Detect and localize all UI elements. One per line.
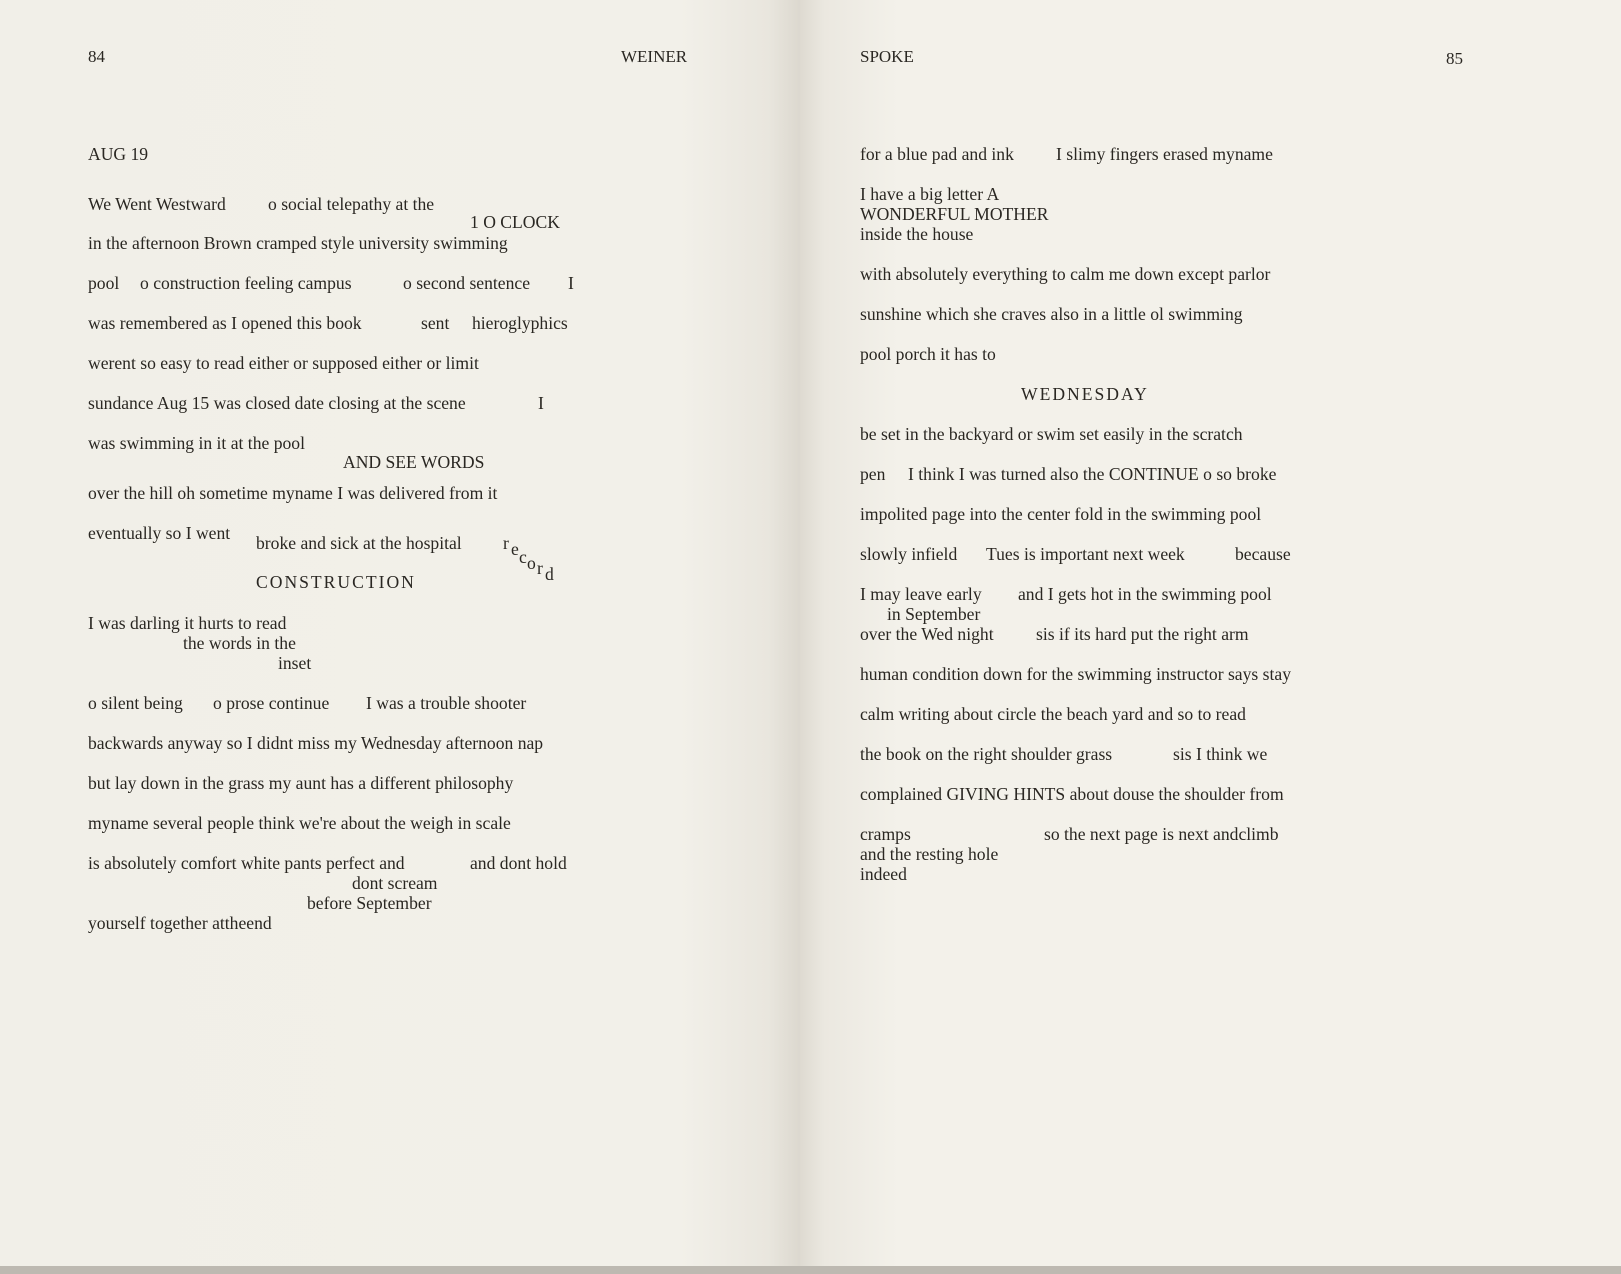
text-line: WEDNESDAY bbox=[1021, 384, 1149, 404]
text-line: over the Wed night bbox=[860, 624, 994, 644]
text-line: sundance Aug 15 was closed date closing at the scene bbox=[88, 393, 466, 413]
text-line: for a blue pad and ink bbox=[860, 144, 1014, 164]
text-line: human condition down for the swimming instructor says stay bbox=[860, 664, 1291, 684]
text-line: 1 O CLOCK bbox=[470, 212, 560, 232]
text-line: I was a trouble shooter bbox=[366, 693, 527, 713]
text-line: pool porch it has to bbox=[860, 344, 996, 364]
text-line: be set in the backyard or swim set easily in the scratch bbox=[860, 424, 1243, 444]
text-line: complained GIVING HINTS about douse the shoulder from bbox=[860, 784, 1284, 804]
text-line: is absolutely comfort white pants perfect and bbox=[88, 853, 405, 873]
text-line: o construction feeling campus bbox=[140, 273, 352, 293]
text-line: I bbox=[568, 273, 574, 293]
text-line: in September bbox=[887, 604, 981, 624]
text-line: and I gets hot in the swimming pool bbox=[1018, 584, 1272, 604]
text-line: and the resting hole bbox=[860, 844, 999, 864]
text-line: I slimy fingers erased myname bbox=[1056, 144, 1273, 164]
running-head: WEINER bbox=[621, 47, 688, 66]
text-line: o prose continue bbox=[213, 693, 330, 713]
text-line: but lay down in the grass my aunt has a different philosophy bbox=[88, 773, 514, 793]
text-line: myname several people think we're about the weigh in scale bbox=[88, 813, 511, 833]
text-line: impolited page into the center fold in the swimming pool bbox=[860, 504, 1262, 524]
text-line: werent so easy to read either or supposed either or limit bbox=[88, 353, 479, 373]
text-line: pen bbox=[860, 464, 886, 484]
text-line: over the hill oh sometime myname I was delivered from it bbox=[88, 483, 498, 503]
text-line: with absolutely everything to calm me down except parlor bbox=[860, 264, 1271, 284]
text-line: because bbox=[1235, 544, 1291, 564]
text-line: indeed bbox=[860, 864, 907, 884]
text-line: and dont hold bbox=[470, 853, 567, 873]
right-page bbox=[800, 0, 1621, 1266]
scattered-letter: o bbox=[527, 553, 536, 573]
text-line: calm writing about circle the beach yard and so to read bbox=[860, 704, 1246, 724]
text-line: the words in the bbox=[183, 633, 296, 653]
scattered-letter: c bbox=[519, 547, 527, 567]
text-line: I may leave early bbox=[860, 584, 982, 604]
scattered-letter: r bbox=[537, 558, 543, 578]
text-line: was swimming in it at the pool bbox=[88, 433, 305, 453]
scattered-letter: r bbox=[503, 533, 509, 553]
text-line: o silent being bbox=[88, 693, 183, 713]
text-line: Tues is important next week bbox=[986, 544, 1185, 564]
running-head: SPOKE bbox=[860, 47, 914, 66]
text-line: so the next page is next andclimb bbox=[1044, 824, 1279, 844]
text-line: yourself together attheend bbox=[88, 913, 272, 933]
text-line: I was darling it hurts to read bbox=[88, 613, 287, 633]
text-line: o second sentence bbox=[403, 273, 531, 293]
text-line: I have a big letter A bbox=[860, 184, 1000, 204]
text-line: pool bbox=[88, 273, 120, 293]
text-line: We Went Westward bbox=[88, 194, 226, 214]
text-line: the book on the right shoulder grass bbox=[860, 744, 1113, 764]
text-line: o social telepathy at the bbox=[268, 194, 435, 214]
page-number: 85 bbox=[1446, 49, 1463, 68]
text-line: sis I think we bbox=[1173, 744, 1268, 764]
text-line: was remembered as I opened this book bbox=[88, 313, 362, 333]
page-bottom-edge bbox=[0, 1266, 1621, 1274]
text-line: sent bbox=[421, 313, 450, 333]
text-line: backwards anyway so I didnt miss my Wednesday afternoon nap bbox=[88, 733, 544, 753]
text-line: inset bbox=[278, 653, 312, 673]
page-number: 84 bbox=[88, 47, 105, 66]
text-line: cramps bbox=[860, 824, 911, 844]
text-line: slowly infield bbox=[860, 544, 958, 564]
text-line: sunshine which she craves also in a little ol swimming bbox=[860, 304, 1243, 324]
text-line: inside the house bbox=[860, 224, 974, 244]
text-line: broke and sick at the hospital bbox=[256, 533, 462, 553]
text-line: AND SEE WORDS bbox=[343, 452, 485, 472]
left-page bbox=[0, 0, 800, 1266]
text-line: AUG 19 bbox=[88, 144, 149, 164]
text-line: before September bbox=[307, 893, 432, 913]
text-line: I bbox=[538, 393, 544, 413]
text-line: sis if its hard put the right arm bbox=[1036, 624, 1249, 644]
text-line: CONSTRUCTION bbox=[256, 572, 416, 592]
text-line: dont scream bbox=[352, 873, 438, 893]
text-line: hieroglyphics bbox=[472, 313, 568, 333]
text-line: in the afternoon Brown cramped style university swimming bbox=[88, 233, 508, 253]
text-line: WONDERFUL MOTHER bbox=[860, 204, 1049, 224]
text-line: eventually so I went bbox=[88, 523, 231, 543]
text-line: I think I was turned also the CONTINUE o so broke bbox=[908, 464, 1277, 484]
scattered-letter: d bbox=[545, 564, 554, 584]
scattered-letter: e bbox=[511, 539, 519, 559]
